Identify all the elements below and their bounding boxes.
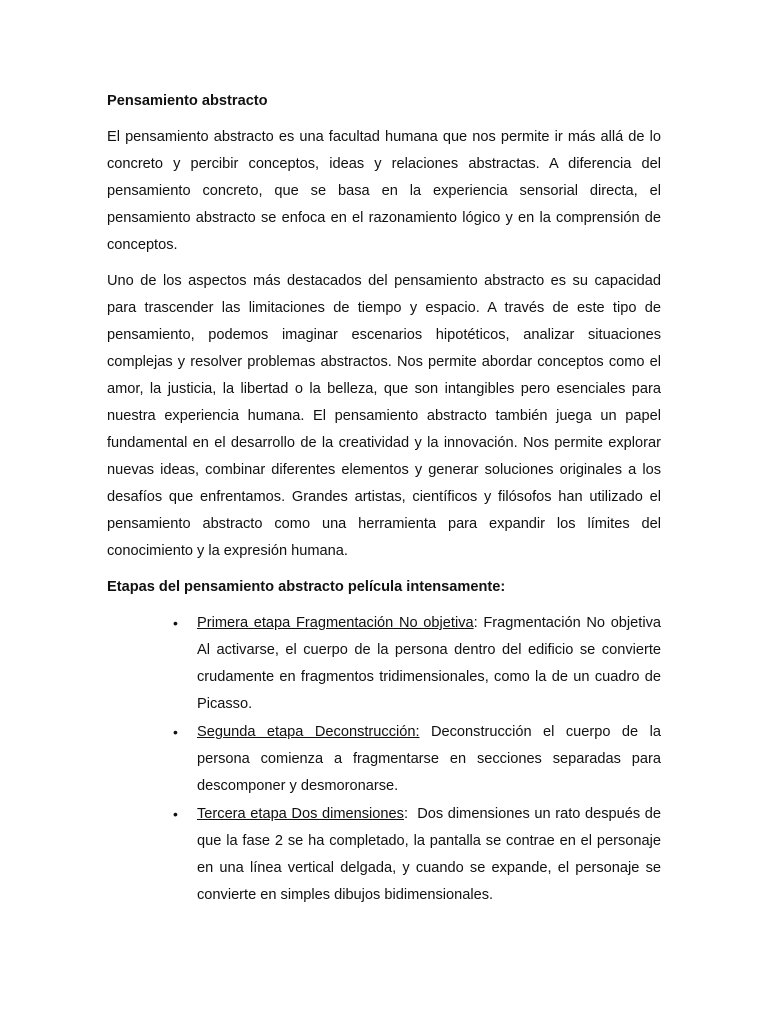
bullet-icon: • <box>173 724 178 740</box>
stage-item-1 <box>173 610 661 718</box>
stage-separator-1: : <box>473 615 478 631</box>
stage-separator-3: : <box>403 806 408 822</box>
stage-label-2: Segunda etapa Deconstrucción: <box>197 724 420 740</box>
stage-text-3: Dos dimensiones un rato después de que la fase 2 se ha completado, la pantalla se contrae en el personaje en una línea vertical delgada, y cuando se expande, el personaje se convierte en simples dibujos bidimensionales. <box>197 806 666 903</box>
stages-list <box>107 610 666 909</box>
stage-item-2 <box>173 719 661 800</box>
paragraph-intro: El pensamiento abstracto es una facultad humana que nos permite ir más allá de lo concreto y percibir conceptos, ideas y relaciones abstractas. A diferencia del pensamiento concreto, que se basa en la experiencia sensorial directa, el pensamiento abstracto se enfoca en el razonamiento lógico y en la comprensión de conceptos. <box>107 129 661 253</box>
document-title: Pensamiento abstracto <box>107 93 268 109</box>
bullet-icon: • <box>173 615 178 631</box>
stage-label-3: Tercera etapa Dos dimensiones <box>197 806 404 822</box>
paragraph-aspects: Uno de los aspectos más destacados del pensamiento abstracto es su capacidad para trascender las limitaciones de tiempo y espacio. A través de este tipo de pensamiento, podemos imaginar escenarios hipotéticos, analizar situaciones complejas y resolver problemas abstractos. Nos permite abordar conceptos como el amor, la justicia, la libertad o la belleza, que son intangibles pero esenciales para nuestra experiencia humana. El pensamiento abstracto también juega un papel fundamental en el desarrollo de la creatividad y la innovación. Nos permite explorar nuevas ideas, combinar diferentes elementos y generar soluciones originales a los desafíos que enfrentamos. Grandes artistas, científicos y filósofos han utilizado el pensamiento abstracto como una herramienta para expandir los límites del conocimiento y la expresión humana. <box>107 273 661 559</box>
document-page <box>107 88 666 910</box>
stage-text-2: Deconstrucción el cuerpo de la persona comienza a fragmentarse en secciones separadas para descomponer y desmoronarse. <box>197 724 661 794</box>
bullet-icon: • <box>173 806 178 822</box>
stage-item-3 <box>173 801 666 909</box>
stage-label-1: Primera etapa Fragmentación No objetiva <box>197 615 474 631</box>
stage-text-1: Fragmentación No objetiva Al activarse, el cuerpo de la persona dentro del edificio se convierte crudamente en fragmentos tridimensionales, como la de un cuadro de Picasso. <box>197 615 661 712</box>
stages-heading: Etapas del pensamiento abstracto película intensamente: <box>107 579 506 595</box>
